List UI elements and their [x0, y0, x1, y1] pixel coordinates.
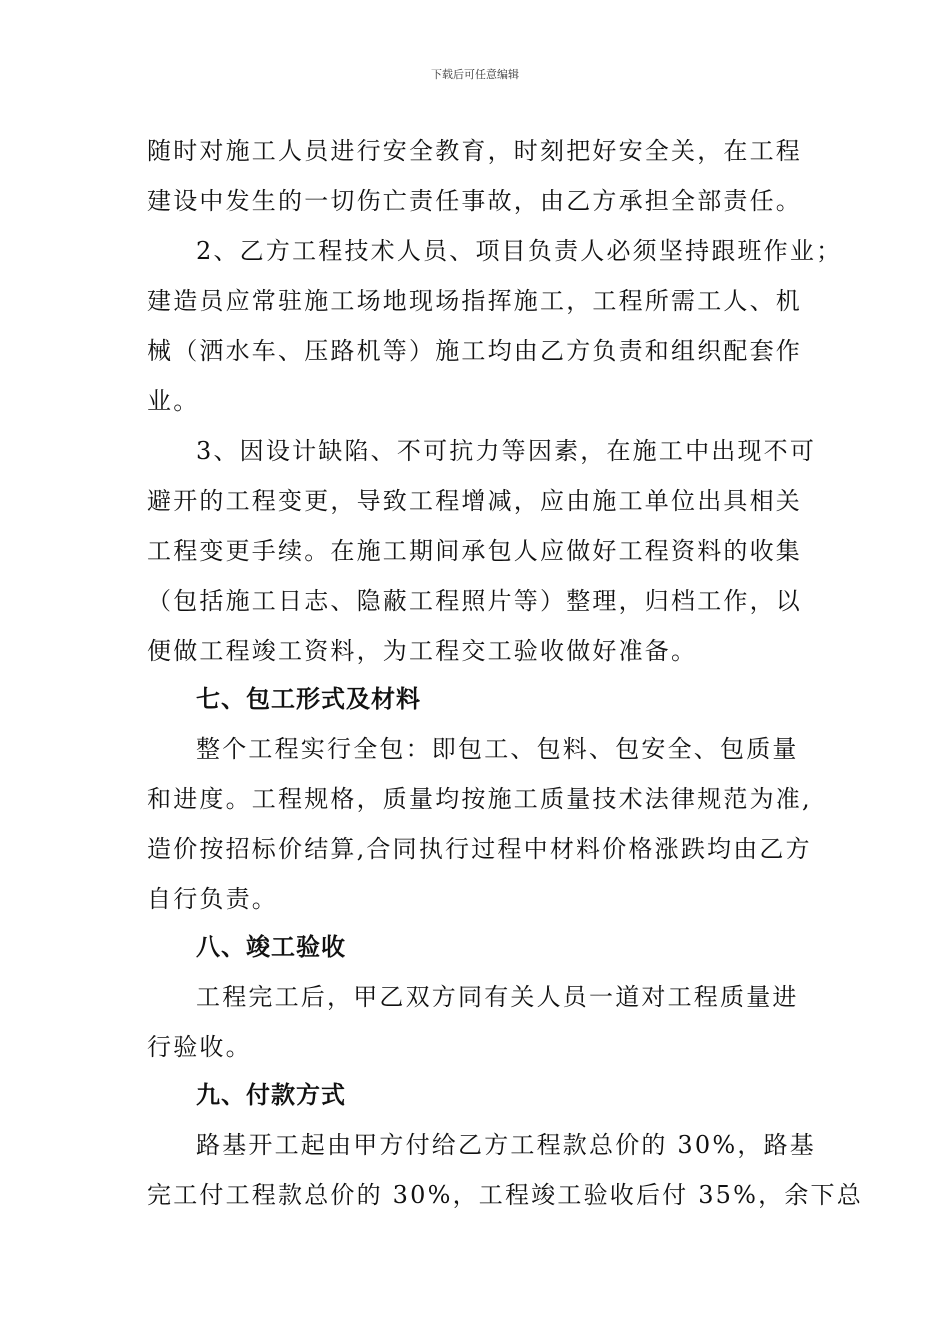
section-heading-7: 七、包工形式及材料: [196, 685, 421, 713]
body-line: 业。: [147, 387, 200, 415]
body-line: 完工付工程款总价的 30%，工程竣工验收后付 35%，余下总: [147, 1181, 863, 1209]
body-line: 自行负责。: [147, 885, 278, 913]
body-line: 整个工程实行全包：即包工、包料、包安全、包质量: [196, 735, 799, 763]
body-line: 3、因设计缺陷、不可抗力等因素，在施工中出现不可: [196, 437, 817, 465]
body-line: 便做工程竣工资料，为工程交工验收做好准备。: [147, 637, 698, 665]
body-line: 和进度。工程规格，质量均按施工质量技术法律规范为准,: [147, 785, 812, 813]
body-line: 械（洒水车、压路机等）施工均由乙方负责和组织配套作: [147, 337, 802, 365]
body-line: 建造员应常驻施工场地现场指挥施工，工程所需工人、机: [147, 287, 802, 315]
body-line: 行验收。: [147, 1033, 252, 1061]
body-line: 路基开工起由甲方付给乙方工程款总价的 30%，路基: [196, 1131, 816, 1159]
section-heading-8: 八、竣工验收: [196, 933, 346, 961]
body-line: 建设中发生的一切伤亡责任事故，由乙方承担全部责任。: [147, 187, 802, 215]
page-header: 下载后可任意编辑: [431, 68, 519, 81]
body-line: （包括施工日志、隐蔽工程照片等）整理，归档工作，以: [147, 587, 802, 615]
section-heading-9: 九、付款方式: [196, 1081, 346, 1109]
body-line: 随时对施工人员进行安全教育，时刻把好安全关，在工程: [147, 137, 802, 165]
body-line: 工程变更手续。在施工期间承包人应做好工程资料的收集: [147, 537, 802, 565]
body-line: 工程完工后，甲乙双方同有关人员一道对工程质量进: [196, 983, 799, 1011]
body-line: 避开的工程变更，导致工程增减，应由施工单位出具相关: [147, 487, 802, 515]
body-line: 造价按招标价结算,合同执行过程中材料价格涨跌均由乙方: [147, 835, 812, 863]
body-line: 2、乙方工程技术人员、项目负责人必须坚持跟班作业；: [196, 237, 843, 265]
